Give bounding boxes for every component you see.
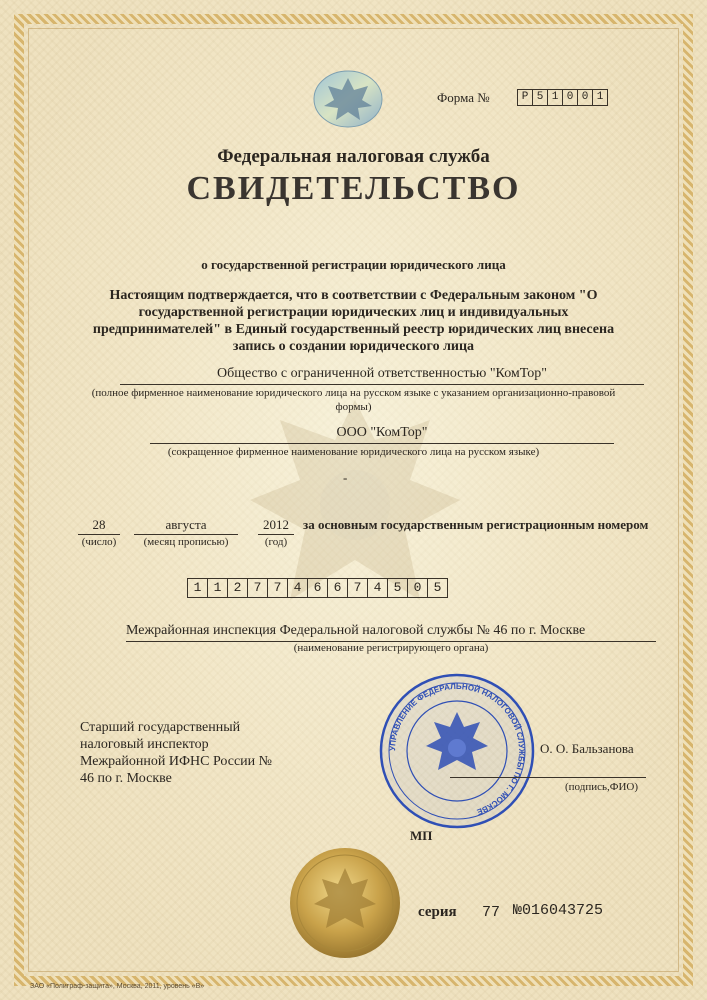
year-note: (год) bbox=[264, 536, 288, 548]
short-company-name: ООО "КомТор" bbox=[150, 425, 614, 444]
ogrn-digit: 5 bbox=[428, 578, 448, 598]
ogrn-digit: 1 bbox=[208, 578, 228, 598]
day-note: (число) bbox=[81, 536, 117, 548]
registering-body: Межрайонная инспекция Федеральной налоговой службы № 46 по г. Москве bbox=[126, 623, 656, 642]
ogrn-digit: 0 bbox=[408, 578, 428, 598]
hologram-emblem-icon bbox=[308, 66, 388, 132]
ogrn-digit: 7 bbox=[268, 578, 288, 598]
ogrn-digit: 1 bbox=[187, 578, 208, 598]
background-eagle-emblem bbox=[240, 380, 470, 640]
document-subtitle: о государственной регистрации юридического лица bbox=[201, 257, 506, 272]
signature-note: (подпись,ФИО) bbox=[565, 781, 638, 793]
ogrn-digit: 4 bbox=[288, 578, 308, 598]
form-code-boxes bbox=[517, 89, 608, 106]
signatory-name: О. О. Бальзанова bbox=[540, 741, 634, 756]
form-code-cell: 0 bbox=[578, 89, 593, 106]
stamp-ring-text: УПРАВЛЕНИЕ ФЕДЕРАЛЬНОЙ НАЛОГОВОЙ СЛУЖБЫ ПО Г. МОСКВЕ bbox=[387, 681, 527, 817]
series-value: 77 bbox=[482, 904, 501, 921]
ogrn-boxes bbox=[187, 578, 448, 598]
registration-number-label: за основным государственным регистрационным номером bbox=[303, 517, 649, 532]
form-number-label: Форма № bbox=[437, 90, 490, 105]
month-note: (месяц прописью) bbox=[143, 536, 229, 548]
short-company-name-note: (сокращенное фирменное наименование юридического лица на русском языке) bbox=[167, 446, 540, 458]
document-title: СВИДЕТЕЛЬСТВО bbox=[186, 170, 521, 207]
ogrn-digit: 7 bbox=[248, 578, 268, 598]
form-code-cell: 1 bbox=[593, 89, 608, 106]
printer-imprint: ЗАО «Полиграф-защита», Москва, 2011, уровень «В» bbox=[30, 983, 205, 990]
series-label: серия bbox=[418, 904, 457, 920]
registering-body-note: (наименование регистрирующего органа) bbox=[293, 642, 489, 654]
registration-month: августа bbox=[134, 517, 238, 535]
signatory-position: Старший государственный налоговый инспектор Межрайонной ИФНС России № 46 по г. Москве bbox=[80, 720, 273, 786]
ogrn-digit: 6 bbox=[308, 578, 328, 598]
ogrn-digit: 5 bbox=[388, 578, 408, 598]
dash-mark: - bbox=[343, 470, 348, 485]
ogrn-digit: 2 bbox=[228, 578, 248, 598]
full-company-name: Общество с ограниченной ответственностью "КомТор" bbox=[120, 366, 644, 385]
seal-place-label: МП bbox=[410, 828, 433, 843]
authority-name: Федеральная налоговая служба bbox=[217, 146, 490, 167]
gold-hologram-seal bbox=[288, 846, 403, 961]
ogrn-digit: 7 bbox=[348, 578, 368, 598]
signature-line bbox=[450, 776, 646, 778]
form-code-cell: Р bbox=[517, 89, 533, 106]
full-company-name-note: (полное фирменное наименование юридического лица на русском языке с указанием организационно-правовой формы) bbox=[91, 387, 616, 413]
form-code-cell: 0 bbox=[563, 89, 578, 106]
document-number: №016043725 bbox=[513, 902, 604, 919]
statement-text: Настоящим подтверждается, что в соответствии с Федеральным законом "О государственной регистрации юридических лиц и индивидуальных предпринимателей" в Единый государственный реестр юридических лиц внесена запись о создании юридического лица bbox=[92, 288, 615, 354]
official-stamp bbox=[378, 672, 536, 830]
form-code-cell: 5 bbox=[533, 89, 548, 106]
ogrn-digit: 4 bbox=[368, 578, 388, 598]
form-code-cell: 1 bbox=[548, 89, 563, 106]
registration-day: 28 bbox=[78, 517, 120, 535]
ogrn-digit: 6 bbox=[328, 578, 348, 598]
registration-year: 2012 bbox=[258, 517, 294, 535]
